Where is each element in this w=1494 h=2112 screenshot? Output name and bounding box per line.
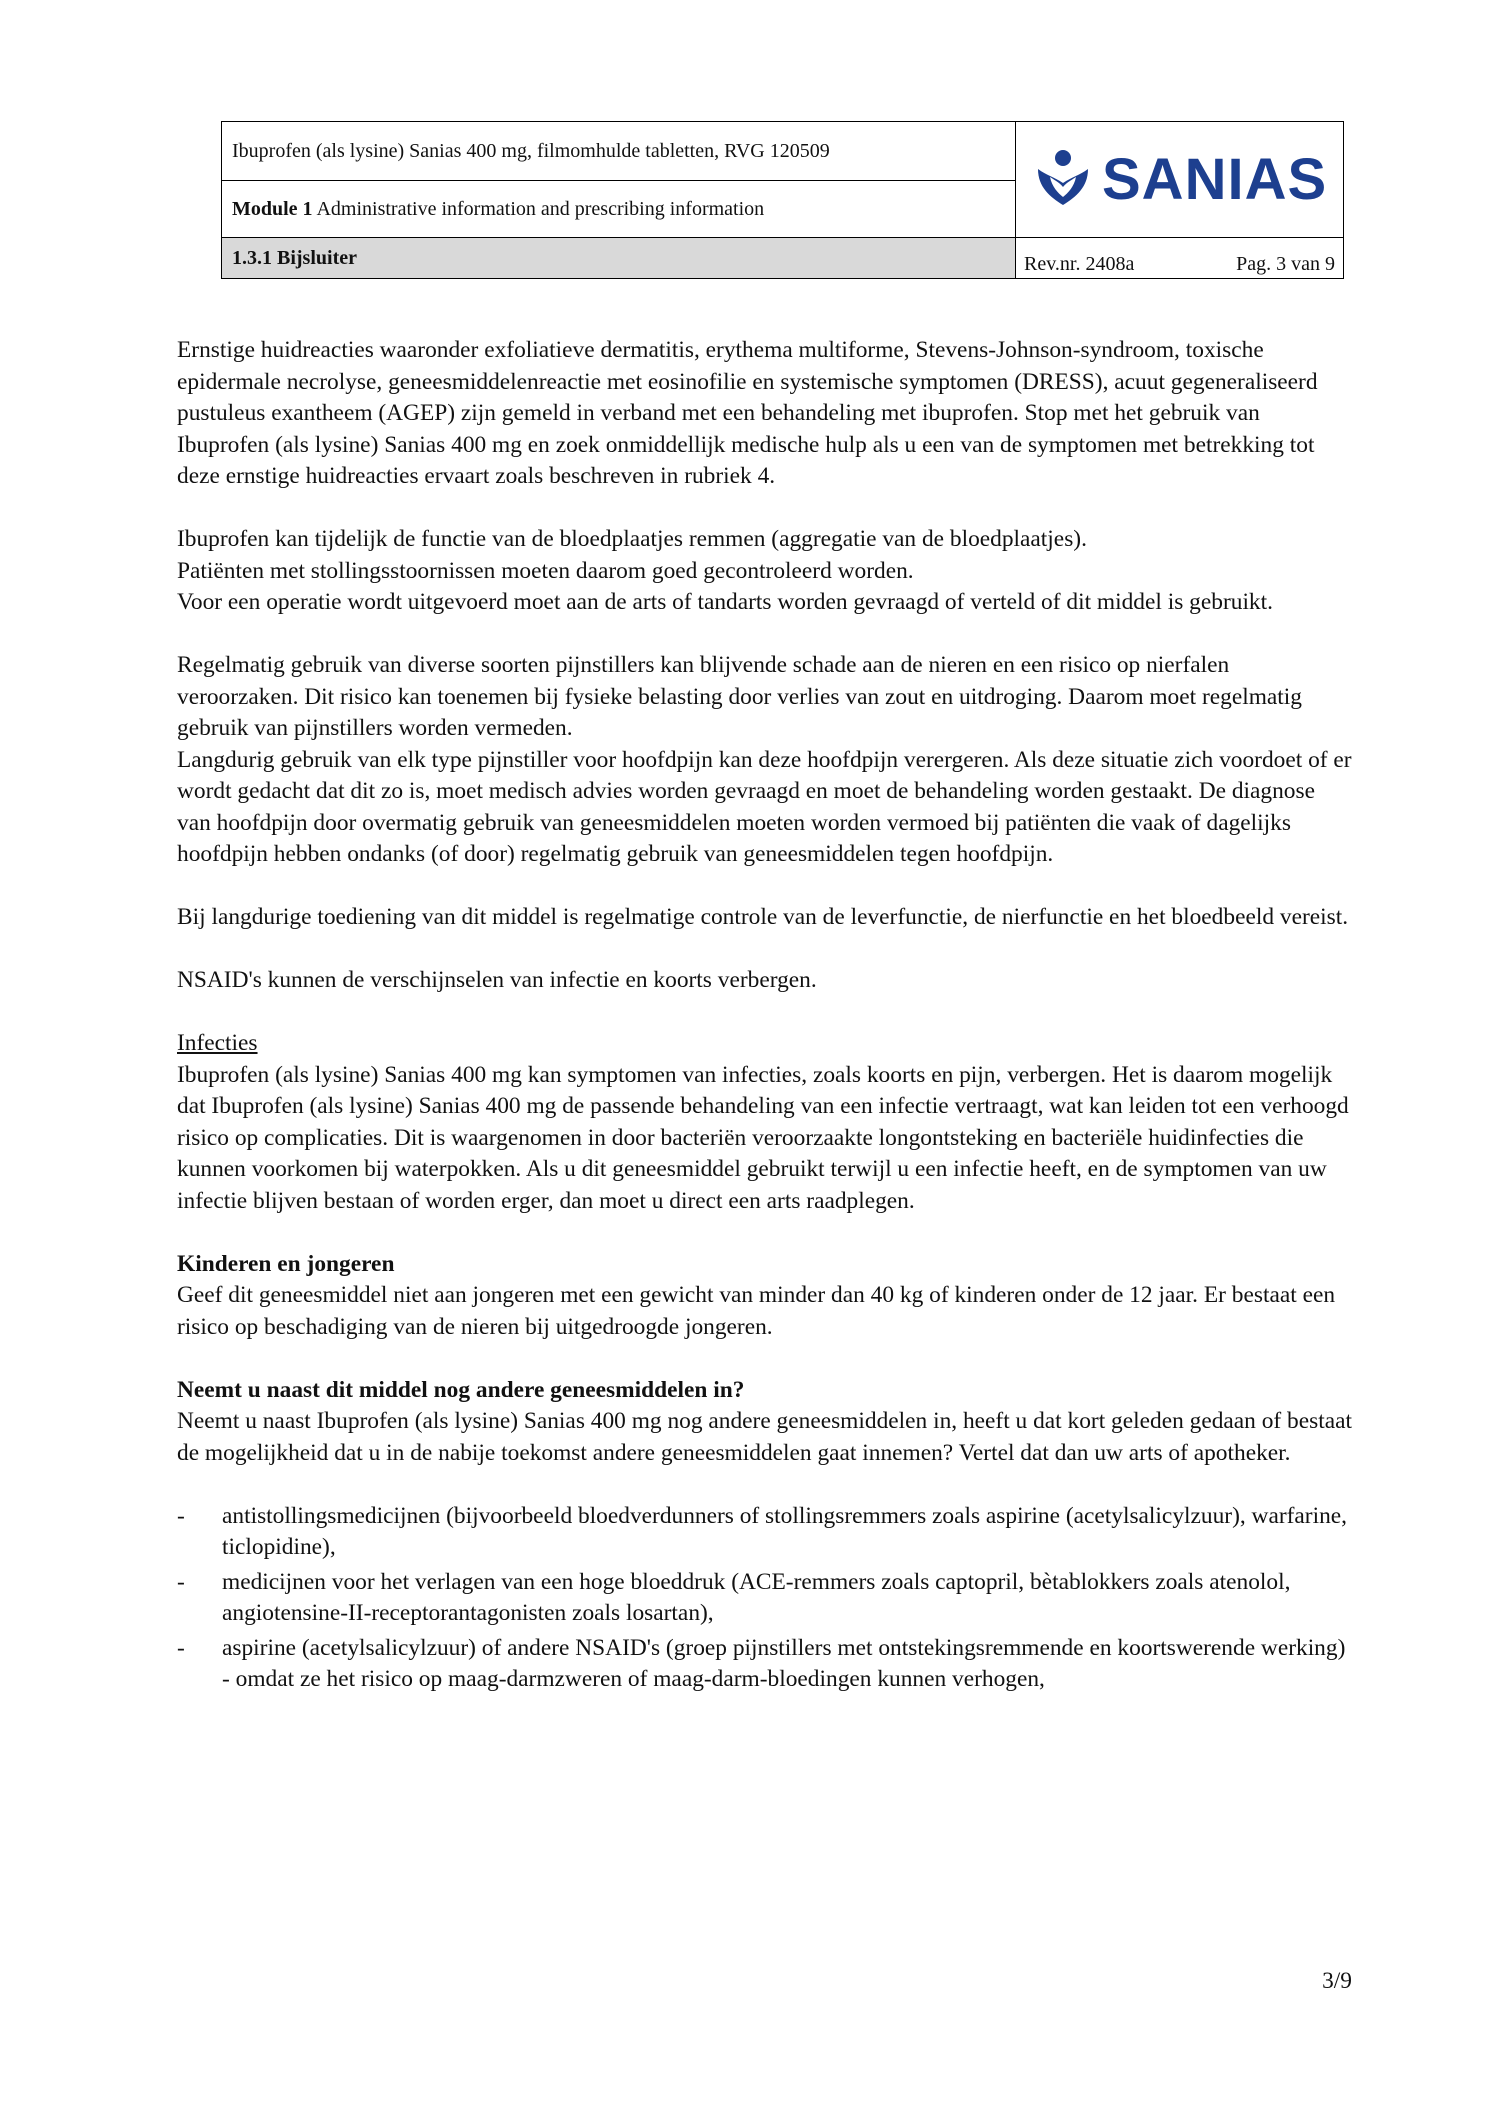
module-label: Module 1: [232, 197, 313, 220]
paragraph-headache: Langdurig gebruik van elk type pijnstiller voor hoofdpijn kan deze hoofdpijn verergeren. Als deze situatie zich voordoet of er wordt gedacht dat dit zo is, moet medisch advies worden gevraagd en moet de behandeling worden gestaakt. De diagnose van hoofdpijn door overmatig gebruik van geneesmiddelen moeten worden vermoed bij patiënten die vaak of dagelijks hoofdpijn hebben ondanks (of door) regelmatig gebruik van geneesmiddelen tegen hoofdpijn.: [177, 746, 1352, 867]
page-indicator: Pag. 3 van 9: [1236, 253, 1335, 275]
revision-number: Rev.nr. 2408a: [1024, 253, 1135, 275]
list-item: - aspirine (acetylsalicylzuur) of andere NSAID's (groep pijnstillers met ontstekingsremmende en koortswerende werking) - omdat ze het risico op maag-darmzweren of maag-darm-bloedingen kunnen verhogen,: [177, 1634, 1346, 1692]
list-bullet: -: [177, 1568, 185, 1595]
module-line: [222, 181, 1016, 238]
list-bullet: -: [177, 1502, 185, 1529]
paragraph-surgery: Voor een operatie wordt uitgevoerd moet aan de arts of tandarts worden gevraagd of verteld of dit middel is gebruikt.: [177, 589, 1273, 615]
list-item: - medicijnen voor het verlagen van een hoge bloeddruk (ACE-remmers zoals captopril, bètablokkers zoals atenolol, angiotensine-II-receptorantagonisten zoals losartan),: [177, 1568, 1291, 1626]
paragraph-nsaid: NSAID's kunnen de verschijnselen van infectie en koorts verbergen.: [177, 967, 817, 993]
logo-wordmark: SANIAS: [1102, 146, 1328, 212]
page-number: 3/9: [1322, 1968, 1352, 1994]
sanias-logo-icon: [1030, 147, 1096, 213]
section-label: 1.3.1 Bijsluiter: [222, 238, 1016, 279]
revision-cell: [1016, 238, 1344, 279]
paragraph-monitoring: Bij langdurige toediening van dit middel is regelmatige controle van de leverfunctie, de nierfunctie en het bloedbeeld vereist.: [177, 904, 1349, 930]
leaflet-body: [177, 335, 1352, 1699]
heading-other-medicines: Neemt u naast dit middel nog andere geneesmiddelen in?: [177, 1376, 745, 1403]
paragraph-infections: Ibuprofen (als lysine) Sanias 400 mg kan symptomen van infecties, zoals koorts en pijn, verbergen. Het is daarom mogelijk dat Ibuprofen (als lysine) Sanias 400 mg de passende behandeling van een infectie vertraagt, wat kan leiden tot een verhoogd risico op complicaties. Dit is waargenomen in door bacteriën veroorzaakte longontsteking en bacteriële huidinfecties die kunnen voorkomen bij waterpokken. Als u dit geneesmiddel gebruikt terwijl u een infectie heeft, en de symptomen van uw infectie blijven bestaan of worden erger, dan moet u direct een arts raadplegen.: [177, 1061, 1349, 1214]
document-header: [221, 121, 1344, 279]
list-bullet: -: [177, 1634, 185, 1661]
paragraph-kidney: Regelmatig gebruik van diverse soorten pijnstillers kan blijvende schade aan de nieren en een risico op nierfalen veroorzaken. Dit risico kan toenemen bij fysieke belasting door verlies van zout en uitdroging. Daarom moet regelmatig gebruik van pijnstillers worden vermeden.: [177, 652, 1303, 741]
module-text: Administrative information and prescribing information: [316, 197, 765, 220]
paragraph-skin-reactions: Ernstige huidreacties waaronder exfoliatieve dermatitis, erythema multiforme, Stevens-Johnson-syndroom, toxische epidermale necrolyse, geneesmiddelenreactie met eosinofilie en systemische symptomen (DRESS), acuut gegeneraliseerd pustuleus exantheem (AGEP) zijn gemeld in verband met een behandeling met ibuprofen. Stop met het gebruik van Ibuprofen (als lysine) Sanias 400 mg en zoek onmiddellijk medische hulp als u een van de symptomen met betrekking tot deze ernstige huidreacties ervaart zoals beschreven in rubriek 4.: [177, 337, 1318, 489]
paragraph-other-medicines: Neemt u naast Ibuprofen (als lysine) Sanias 400 mg nog andere geneesmiddelen in, heeft u dat kort geleden gedaan of bestaat de mogelijkheid dat u in de nabije toekomst andere geneesmiddelen gaat innemen? Vertel dat dan uw arts of apotheker.: [177, 1408, 1352, 1466]
logo-cell: [1016, 122, 1344, 238]
heading-children: Kinderen en jongeren: [177, 1250, 395, 1277]
sanias-logo: [1024, 147, 1343, 213]
heading-infections: Infecties: [177, 1030, 258, 1056]
medicine-list: [177, 1501, 1352, 1696]
product-line: Ibuprofen (als lysine) Sanias 400 mg, filmomhulde tabletten, RVG 120509: [222, 122, 1016, 181]
paragraph-platelets: Ibuprofen kan tijdelijk de functie van de bloedplaatjes remmen (aggregatie van de bloedplaatjes).: [177, 526, 1087, 552]
paragraph-coagulation: Patiënten met stollingsstoornissen moeten daarom goed gecontroleerd worden.: [177, 557, 914, 584]
paragraph-children: Geef dit geneesmiddel niet aan jongeren met een gewicht van minder dan 40 kg of kinderen onder de 12 jaar. Er bestaat een risico op beschadiging van de nieren bij uitgedroogde jongeren.: [177, 1282, 1336, 1340]
list-item: - antistollingsmedicijnen (bijvoorbeeld bloedverdunners of stollingsremmers zoals aspirine (acetylsalicylzuur), warfarine, ticlopidine),: [177, 1502, 1348, 1560]
